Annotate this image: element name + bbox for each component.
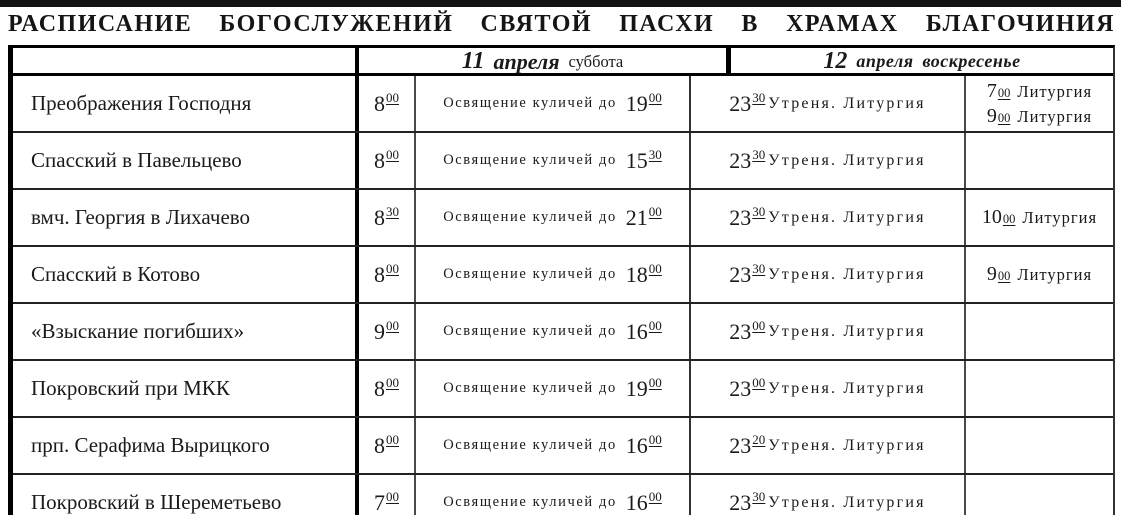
table-row [13,361,1113,418]
time-minutes: 30 [752,90,766,106]
time-minutes: 00 [752,318,766,334]
header-saturday [359,48,731,75]
blessing-label: Освящение куличей до [443,323,617,339]
time-hour: 9 [986,104,997,127]
sunday-liturgy-cell [966,304,1113,359]
time-value [626,490,662,515]
liturgy-label: Литургия [1017,81,1093,101]
time-hour: 7 [374,489,385,515]
saturday-time-cell [359,190,416,245]
time-value [626,205,662,231]
time-value [626,91,662,117]
table-row [13,304,1113,361]
time-value [626,433,662,459]
saturday-day: 11 [461,48,485,74]
time-minutes: 00 [648,204,662,220]
vigil-cell [691,304,966,359]
time-hour: 15 [625,147,648,173]
time-value [626,262,662,288]
time-hour: 23 [729,432,752,458]
time-minutes: 30 [752,261,766,277]
sunday-day: 12 [823,48,848,74]
church-name-cell [13,190,359,245]
time-minutes: 00 [386,261,399,277]
sunday-weekday: воскресенье [922,51,1021,71]
vigil-cell [691,76,966,131]
time-value [374,376,399,402]
vigil-cell [691,361,966,416]
church-name-cell [13,418,359,473]
liturgy-label: Литургия [1022,208,1098,227]
saturday-time-cell [359,133,416,188]
time-value [374,205,399,231]
blessing-label: Освящение куличей до [443,209,617,225]
sunday-liturgy-cell [966,247,1113,302]
time-minutes: 00 [648,489,662,505]
blessing-label: Освящение куличей до [443,437,617,453]
blessing-label: Освящение куличей до [443,380,617,396]
time-minutes: 00 [386,318,399,334]
time-minutes: 30 [752,147,766,163]
vigil-label: Утреня. Литургия [768,265,926,283]
time-minutes: 00 [648,375,662,391]
time-value [729,376,765,402]
time-value [374,262,399,288]
time-hour: 23 [729,318,752,344]
blessing-cell [416,247,691,302]
time-hour: 23 [729,489,752,515]
time-hour: 8 [374,204,385,230]
church-name: прп. Серафима Вырицкого [31,433,270,457]
time-minutes: 00 [386,432,399,448]
time-value [626,148,662,174]
sunday-liturgy-cell [966,475,1113,515]
vigil-label: Утреня. Литургия [768,94,926,112]
vigil-label: Утреня. Литургия [768,208,926,226]
time-value [374,490,399,515]
sunday-liturgy-cell [966,190,1113,245]
time-hour: 9 [374,318,385,344]
time-minutes: 30 [752,489,766,505]
vigil-label: Утреня. Литургия [768,493,926,511]
saturday-month: апреля [493,48,560,74]
church-name: Спасский в Павельцево [31,148,242,172]
time-minutes: 00 [648,432,662,448]
sunday-liturgy-cell [966,418,1113,473]
time-minutes: 00 [648,318,662,334]
top-rule [0,0,1121,7]
sunday-month: апреля [856,51,914,71]
vigil-cell [691,133,966,188]
time-hour: 23 [729,261,752,287]
church-name: Покровский при МКК [31,376,230,400]
church-name-cell [13,133,359,188]
time-value [729,433,765,459]
time-hour: 8 [374,261,385,287]
time-hour: 9 [986,263,997,285]
blessing-cell [416,76,691,131]
time-value [729,262,765,288]
blessing-cell [416,304,691,359]
church-name: Спасский в Котово [31,262,201,286]
table-row [13,76,1113,133]
time-hour: 16 [625,489,648,515]
table-row [13,133,1113,190]
liturgy-label: Литургия [1017,265,1093,284]
church-name: «Взыскание погибших» [31,319,245,343]
time-hour: 19 [625,90,648,116]
time-hour: 16 [625,432,648,458]
table-header-row [13,48,1113,76]
time-minutes: 00 [386,90,399,106]
sunday-liturgy-cell [966,361,1113,416]
church-name-cell [13,475,359,515]
time-hour: 23 [729,375,752,401]
church-name: Преображения Господня [31,91,252,115]
time-minutes: 00 [386,375,399,391]
saturday-time-cell [359,247,416,302]
schedule-table [8,45,1115,515]
time-value [626,319,662,345]
blessing-label: Освящение куличей до [443,494,617,510]
time-hour: 23 [729,204,752,230]
time-hour: 23 [729,90,752,116]
vigil-cell [691,247,966,302]
saturday-time-cell [359,76,416,131]
time-minutes: 00 [648,90,662,106]
saturday-weekday: суббота [568,51,624,71]
time-minutes: 00 [386,147,399,163]
saturday-time-cell [359,361,416,416]
blessing-label: Освящение куличей до [443,152,617,168]
time-hour: 8 [374,432,385,458]
time-value [374,433,399,459]
church-name: вмч. Георгия в Лихачево [31,205,251,229]
table-row [13,190,1113,247]
church-name-cell [13,361,359,416]
time-hour: 8 [374,90,385,116]
time-hour: 21 [625,204,648,230]
time-minutes: 00 [386,489,399,505]
time-hour: 18 [625,261,648,287]
header-sunday [731,48,1113,75]
page-title: РАСПИСАНИЕ БОГОСЛУЖЕНИЙ СВЯТОЙ ПАСХИ В ХРАМАХ БЛАГОЧИНИЯ [8,11,1115,37]
time-value [729,205,765,231]
blessing-label: Освящение куличей до [443,95,617,111]
blessing-cell [416,475,691,515]
time-hour: 8 [374,375,385,401]
liturgy-entry: 9 00 Литургия [986,104,1093,127]
time-minutes: 30 [752,204,766,220]
time-hour: 16 [625,318,648,344]
vigil-label: Утреня. Литургия [768,151,926,169]
time-minutes: 30 [648,147,662,163]
time-minutes: 00 [752,375,766,391]
vigil-cell [691,475,966,515]
time-hour: 19 [625,375,648,401]
table-row [13,418,1113,475]
time-minutes: 30 [386,204,399,220]
blessing-cell [416,133,691,188]
church-name-cell [13,247,359,302]
vigil-label: Утреня. Литургия [768,322,926,340]
time-value [374,148,399,174]
blessing-cell [416,361,691,416]
time-value [374,319,399,345]
vigil-cell [691,418,966,473]
time-hour: 23 [729,147,752,173]
vigil-cell [691,190,966,245]
time-value [729,148,765,174]
liturgy-entry: 7 00 Литургия [986,79,1093,102]
time-hour: 10 [981,206,1002,228]
time-minutes: 00 [648,261,662,277]
blessing-label: Освящение куличей до [443,266,617,282]
table-row [13,247,1113,304]
time-value [729,319,765,345]
blessing-cell [416,418,691,473]
church-name: Покровский в Шереметьево [31,490,282,514]
liturgy-entry: 10 00 Литургия [981,206,1098,228]
time-value [374,91,399,117]
liturgy-label: Литургия [1017,106,1093,126]
church-name-cell [13,76,359,131]
time-hour: 7 [986,79,997,102]
time-minutes: 20 [752,432,766,448]
saturday-time-cell [359,418,416,473]
vigil-label: Утреня. Литургия [768,436,926,454]
table-row [13,475,1113,515]
vigil-label: Утреня. Литургия [768,379,926,397]
time-value [729,490,765,515]
time-hour: 8 [374,147,385,173]
blessing-cell [416,190,691,245]
church-name-cell [13,304,359,359]
time-value [729,91,765,117]
saturday-time-cell [359,304,416,359]
sunday-liturgy-cell [966,76,1113,131]
time-value [626,376,662,402]
liturgy-entry: 9 00 Литургия [986,263,1093,285]
header-empty-cell [13,48,359,75]
sunday-liturgy-cell [966,133,1113,188]
table-body [13,76,1113,515]
saturday-time-cell [359,475,416,515]
